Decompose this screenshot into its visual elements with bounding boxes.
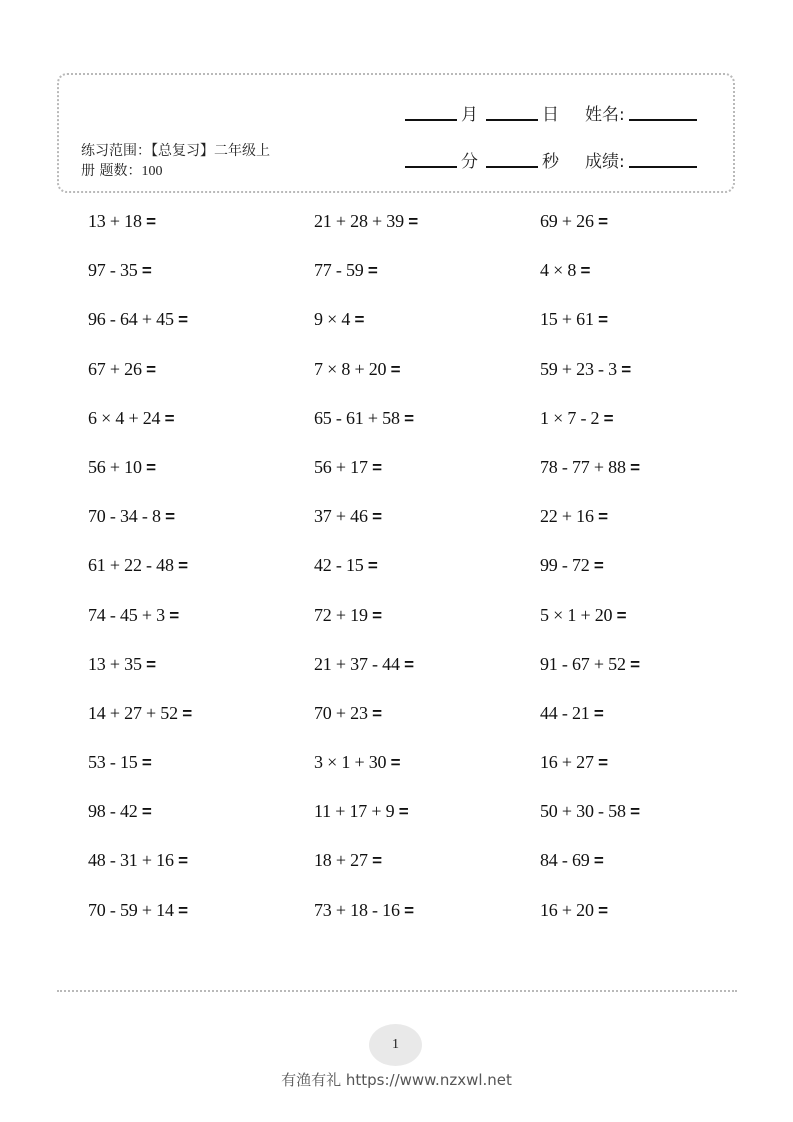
problem-item [88, 405, 314, 432]
problem-row [88, 847, 728, 896]
equals-sign: = [630, 654, 640, 674]
problem-row [88, 208, 728, 257]
equals-sign: = [593, 851, 604, 871]
problem-item [88, 208, 314, 235]
second-blank[interactable] [486, 166, 538, 168]
problem-expression: 22 + 16 [540, 506, 594, 527]
name-blank[interactable] [629, 119, 697, 121]
problem-expression: 70 - 59 + 14 [88, 899, 174, 920]
problem-row [88, 257, 728, 306]
problem-expression: 5 × 1 + 20 [540, 604, 613, 625]
equals-sign: = [367, 556, 378, 576]
problem-expression: 73 + 18 - 16 [314, 899, 400, 920]
question-count: 100 [141, 164, 163, 179]
equals-sign: = [367, 261, 378, 281]
minute-label: 分 [461, 152, 478, 172]
problem-item [314, 454, 540, 481]
problem-expression: 1 × 7 - 2 [540, 407, 600, 428]
equals-sign: = [404, 654, 414, 674]
equals-sign: = [178, 851, 188, 871]
problem-item [88, 503, 314, 530]
problem-item [540, 257, 728, 284]
problem-row [88, 602, 728, 651]
date-name-row [405, 99, 725, 125]
problem-item [314, 356, 540, 383]
equals-sign: = [146, 457, 156, 477]
equals-sign: = [580, 261, 591, 281]
equals-sign: = [390, 359, 401, 379]
equals-sign: = [141, 261, 152, 281]
problem-item [88, 356, 314, 383]
page-number-badge [369, 1024, 422, 1066]
equals-sign: = [178, 556, 188, 576]
equals-sign: = [598, 310, 608, 330]
problem-item [314, 749, 540, 776]
problem-expression: 4 × 8 [540, 260, 577, 281]
equals-sign: = [182, 703, 192, 723]
problem-expression: 37 + 46 [314, 506, 368, 527]
problem-expression: 21 + 37 - 44 [314, 653, 400, 674]
equals-sign: = [372, 507, 382, 527]
problem-row [88, 749, 728, 798]
equals-sign: = [141, 802, 152, 822]
scope-line-2 [81, 161, 321, 182]
equals-sign: = [372, 605, 382, 625]
equals-sign: = [169, 605, 179, 625]
problem-item [540, 552, 728, 579]
equals-sign: = [141, 753, 152, 773]
equals-sign: = [178, 310, 188, 330]
problem-item [88, 306, 314, 333]
problem-item [540, 208, 728, 235]
info-fields [405, 99, 725, 193]
scope-line-1: 练习范围：【总复习】二年级上 [81, 143, 270, 159]
name-label: 姓名: [585, 105, 625, 125]
problem-grid [88, 208, 728, 946]
problem-expression: 13 + 18 [88, 211, 142, 231]
problem-expression: 91 - 67 + 52 [540, 653, 626, 674]
question-count-label: 册 题数： [81, 163, 142, 179]
problem-expression: 42 - 15 [314, 555, 364, 576]
problem-item [88, 454, 314, 481]
problem-expression: 21 + 28 + 39 [314, 211, 404, 231]
equals-sign: = [372, 457, 382, 477]
problem-item [540, 700, 728, 727]
problem-row [88, 503, 728, 552]
equals-sign: = [146, 359, 156, 379]
equals-sign: = [354, 310, 365, 330]
equals-sign: = [372, 851, 382, 871]
problem-item [540, 847, 728, 874]
equals-sign: = [603, 408, 614, 428]
problem-expression: 44 - 21 [540, 702, 590, 723]
problem-expression: 14 + 27 + 52 [88, 702, 178, 723]
problem-row [88, 356, 728, 405]
problem-expression: 16 + 27 [540, 752, 594, 773]
equals-sign: = [598, 507, 608, 527]
problem-expression: 16 + 20 [540, 899, 594, 920]
problem-item [540, 749, 728, 776]
problem-expression: 74 - 45 + 3 [88, 604, 165, 625]
score-blank[interactable] [629, 166, 697, 168]
problem-item [314, 306, 540, 333]
equals-sign: = [165, 507, 175, 527]
problem-expression: 15 + 61 [540, 309, 594, 330]
problem-expression: 72 + 19 [314, 604, 368, 625]
problem-expression: 56 + 17 [314, 456, 368, 477]
footer-divider [57, 990, 737, 992]
equals-sign: = [408, 212, 418, 231]
footer-watermark: 有渔有礼 https://www.nzxwl.net [281, 1071, 512, 1089]
problem-item [88, 651, 314, 678]
problem-item [88, 257, 314, 284]
problem-row [88, 651, 728, 700]
equals-sign: = [146, 212, 156, 231]
problem-expression: 98 - 42 [88, 801, 138, 822]
problem-expression: 96 - 64 + 45 [88, 309, 174, 330]
equals-sign: = [630, 802, 640, 822]
problem-expression: 13 + 35 [88, 653, 142, 674]
day-label: 日 [542, 105, 559, 125]
problem-expression: 50 + 30 - 58 [540, 801, 626, 822]
problem-expression: 7 × 8 + 20 [314, 358, 387, 379]
problem-expression: 99 - 72 [540, 555, 590, 576]
problem-item [88, 798, 314, 825]
equals-sign: = [372, 703, 382, 723]
problem-expression: 56 + 10 [88, 456, 142, 477]
equals-sign: = [164, 408, 175, 428]
problem-item [314, 700, 540, 727]
problem-expression: 67 + 26 [88, 358, 142, 379]
equals-sign: = [621, 359, 631, 379]
equals-sign: = [593, 556, 604, 576]
problem-expression: 11 + 17 + 9 [314, 801, 395, 822]
time-score-row [405, 146, 725, 172]
problem-row [88, 454, 728, 503]
problem-item [88, 847, 314, 874]
problem-item [314, 257, 540, 284]
minute-blank[interactable] [405, 166, 457, 168]
equals-sign: = [593, 703, 604, 723]
equals-sign: = [404, 900, 414, 920]
problem-item [314, 897, 540, 924]
problem-expression: 84 - 69 [540, 850, 590, 871]
score-label: 成绩: [585, 152, 625, 172]
equals-sign: = [390, 753, 401, 773]
equals-sign: = [398, 802, 409, 822]
problem-expression: 69 + 26 [540, 211, 594, 231]
problem-item [88, 749, 314, 776]
problem-row [88, 306, 728, 355]
problem-item [314, 602, 540, 629]
problem-item [314, 503, 540, 530]
problem-expression: 59 + 23 - 3 [540, 358, 617, 379]
problem-item [540, 356, 728, 383]
problem-expression: 70 + 23 [314, 702, 368, 723]
problem-expression: 6 × 4 + 24 [88, 407, 161, 428]
problem-item [314, 651, 540, 678]
page-number: 1 [392, 1037, 399, 1052]
problem-expression: 61 + 22 - 48 [88, 555, 174, 576]
problem-item [540, 602, 728, 629]
problem-expression: 9 × 4 [314, 309, 351, 330]
problem-row [88, 700, 728, 749]
equals-sign: = [404, 408, 414, 428]
problem-item [314, 405, 540, 432]
problem-expression: 48 - 31 + 16 [88, 850, 174, 871]
problem-item [540, 405, 728, 432]
problem-item [540, 503, 728, 530]
problem-item [314, 208, 540, 235]
problem-item [88, 897, 314, 924]
equals-sign: = [598, 900, 608, 920]
problem-expression: 70 - 34 - 8 [88, 506, 161, 527]
problem-item [314, 847, 540, 874]
problem-expression: 78 - 77 + 88 [540, 456, 626, 477]
problem-expression: 3 × 1 + 30 [314, 752, 387, 773]
problem-item [88, 700, 314, 727]
problem-row [88, 552, 728, 601]
problem-item [540, 897, 728, 924]
problem-expression: 18 + 27 [314, 850, 368, 871]
worksheet-header [57, 73, 735, 193]
problem-row [88, 405, 728, 454]
practice-scope [81, 141, 321, 182]
second-label: 秒 [542, 152, 559, 172]
problem-row [88, 798, 728, 847]
problem-item [88, 602, 314, 629]
problem-item [314, 552, 540, 579]
equals-sign: = [598, 753, 608, 773]
problem-expression: 97 - 35 [88, 260, 138, 281]
equals-sign: = [616, 605, 627, 625]
problem-expression: 53 - 15 [88, 752, 138, 773]
equals-sign: = [178, 900, 188, 920]
month-label: 月 [461, 105, 478, 125]
problem-item [540, 651, 728, 678]
problem-item [88, 552, 314, 579]
problem-expression: 65 - 61 + 58 [314, 407, 400, 428]
equals-sign: = [630, 457, 640, 477]
problem-expression: 77 - 59 [314, 260, 364, 281]
month-blank[interactable] [405, 119, 457, 121]
problem-item [314, 798, 540, 825]
day-blank[interactable] [486, 119, 538, 121]
problem-row [88, 897, 728, 946]
equals-sign: = [598, 212, 608, 231]
problem-item [540, 454, 728, 481]
problem-item [540, 798, 728, 825]
problem-item [540, 306, 728, 333]
equals-sign: = [146, 654, 156, 674]
